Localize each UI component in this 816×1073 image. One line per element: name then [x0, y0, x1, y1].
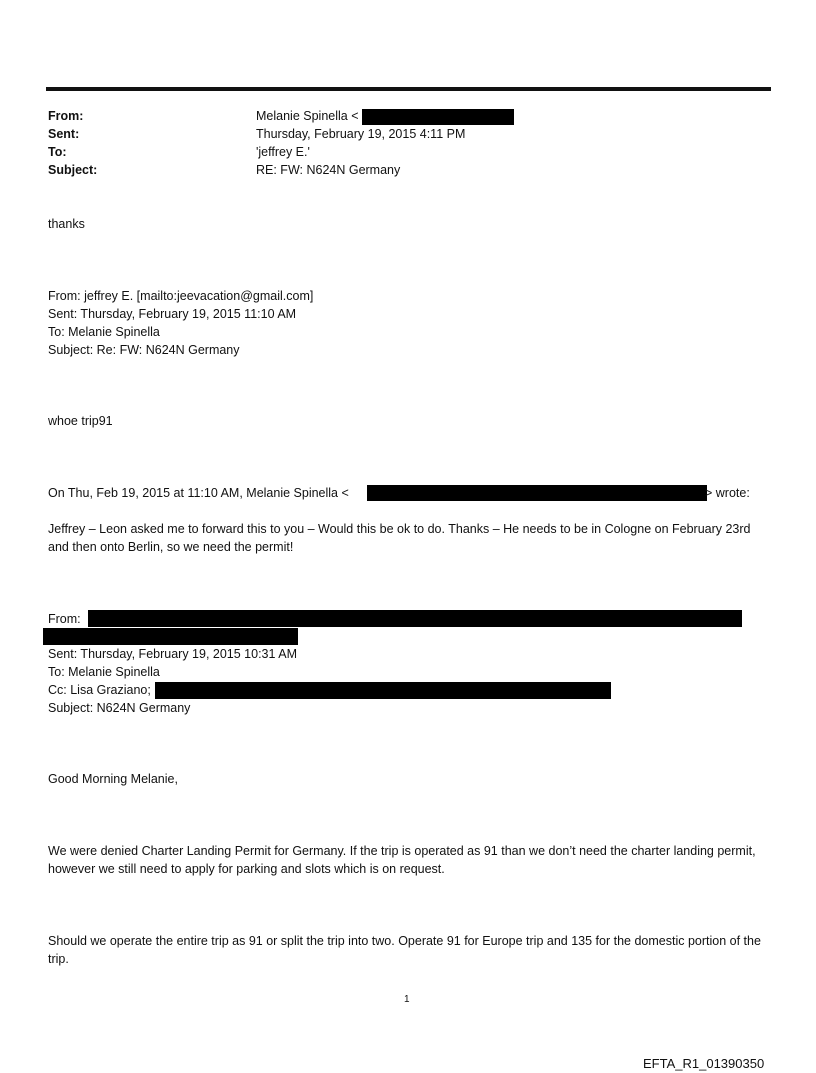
message-text-2: Jeffrey – Leon asked me to forward this to you – Would this be ok to do. Thanks – He needs to be in Cologne on February 23rd and then onto Berlin, so we need the permit! — [48, 522, 751, 554]
quoted-cc: Cc: Lisa Graziano; — [48, 683, 151, 697]
quoted-from: From: — [48, 612, 81, 626]
quoted-to: To: Melanie Spinella — [48, 665, 160, 679]
greeting: Good Morning Melanie, — [48, 772, 178, 786]
quoted-sent: Sent: Thursday, February 19, 2015 10:31 AM — [48, 647, 297, 661]
message-text-1: whoe trip91 — [48, 414, 113, 428]
to-label: To: — [48, 145, 67, 159]
redaction-block — [43, 628, 298, 645]
sent-label: Sent: — [48, 127, 80, 141]
header-rule — [46, 87, 771, 91]
to-value: 'jeffrey E.' — [256, 145, 310, 159]
from-label: From: — [48, 109, 84, 123]
page-number: 1 — [404, 994, 410, 1005]
quoted-sent: Sent: Thursday, February 19, 2015 11:10 AM — [48, 307, 297, 321]
paragraph-1: We were denied Charter Landing Permit for Germany. If the trip is operated as 91 than we don’t need the charter landing permit, however we still need to apply for parking and slots which is on request. — [48, 844, 756, 876]
quoted-to: To: Melanie Spinella — [48, 325, 160, 339]
quoted-subject: Subject: N624N Germany — [48, 701, 191, 715]
redaction-block — [155, 682, 611, 699]
from-value: Melanie Spinella < — [256, 109, 359, 123]
on-line-prefix: On Thu, Feb 19, 2015 at 11:10 AM, Melanie Spinella < — [48, 486, 349, 500]
redaction-block — [88, 610, 742, 627]
paragraph-2: Should we operate the entire trip as 91 or split the trip into two. Operate 91 for Europe trip and 135 for the domestic portion of the trip. — [48, 934, 761, 966]
subject-value: RE: FW: N624N Germany — [256, 163, 401, 177]
quoted-from: From: jeffrey E. [mailto:jeevacation@gmail.com] — [48, 289, 314, 303]
redaction-block — [362, 109, 514, 125]
document-id: EFTA_R1_01390350 — [643, 1056, 765, 1071]
on-line-suffix: > wrote: — [705, 486, 750, 500]
reply-text: thanks — [48, 217, 85, 231]
quoted-subject: Subject: Re: FW: N624N Germany — [48, 343, 240, 357]
subject-label: Subject: — [48, 163, 98, 177]
sent-value: Thursday, February 19, 2015 4:11 PM — [256, 127, 466, 141]
redaction-block — [367, 485, 707, 501]
